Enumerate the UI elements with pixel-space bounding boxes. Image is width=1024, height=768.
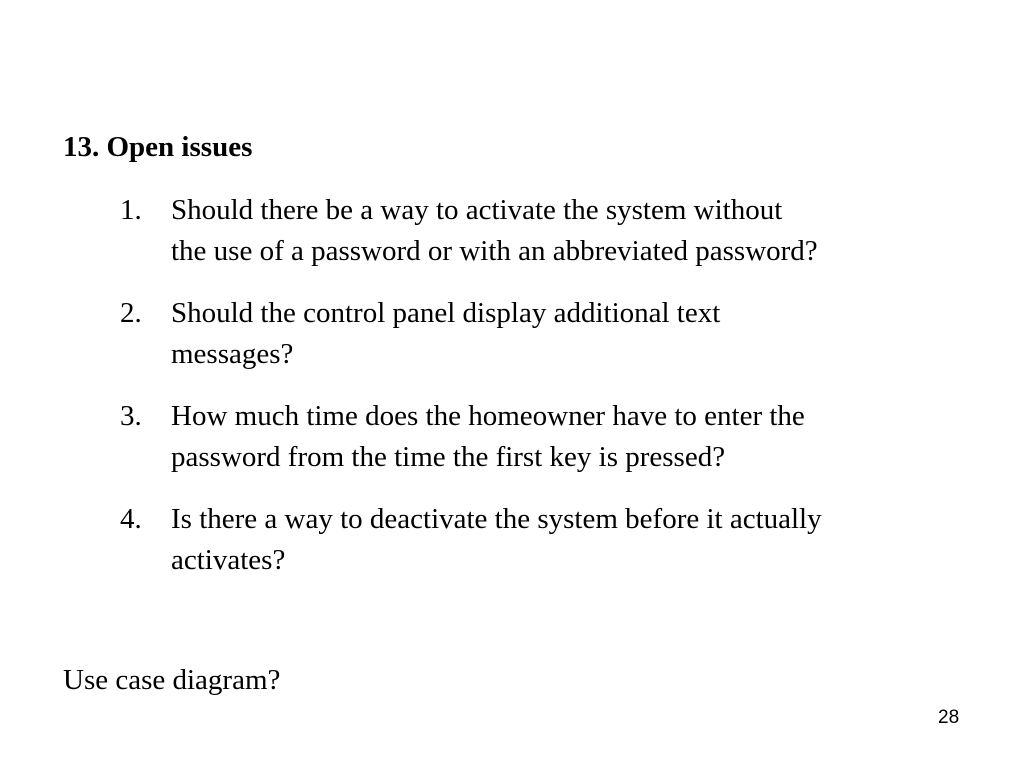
issue-text: [171, 499, 971, 581]
issue-number: 1.: [120, 194, 142, 226]
issue-text: [171, 396, 971, 478]
issue-line: activates?: [171, 544, 286, 576]
issue-item: [0, 499, 1024, 581]
open-issues-list: [0, 190, 1024, 602]
issue-line: Is there a way to deactivate the system before it actually: [171, 503, 822, 535]
issue-line: Should the control panel display additional text: [171, 297, 721, 329]
issue-line: How much time does the homeowner have to enter the: [171, 400, 805, 432]
issue-item: [0, 190, 1024, 272]
issue-line: password from the time the first key is pressed?: [171, 441, 726, 473]
issue-item: [0, 293, 1024, 375]
issue-text: [171, 190, 971, 272]
issue-number: 2.: [120, 297, 142, 329]
issue-number: 4.: [120, 503, 142, 535]
section-heading: 13. Open issues: [63, 131, 253, 163]
issue-text: [171, 293, 971, 375]
issue-item: [0, 396, 1024, 478]
issue-line: the use of a password or with an abbreviated password?: [171, 235, 818, 267]
page-number: 28: [938, 707, 960, 728]
issue-line: Should there be a way to activate the system without: [171, 194, 783, 226]
issue-number: 3.: [120, 400, 142, 432]
use-case-question: Use case diagram?: [63, 664, 281, 696]
issue-line: messages?: [171, 338, 294, 370]
